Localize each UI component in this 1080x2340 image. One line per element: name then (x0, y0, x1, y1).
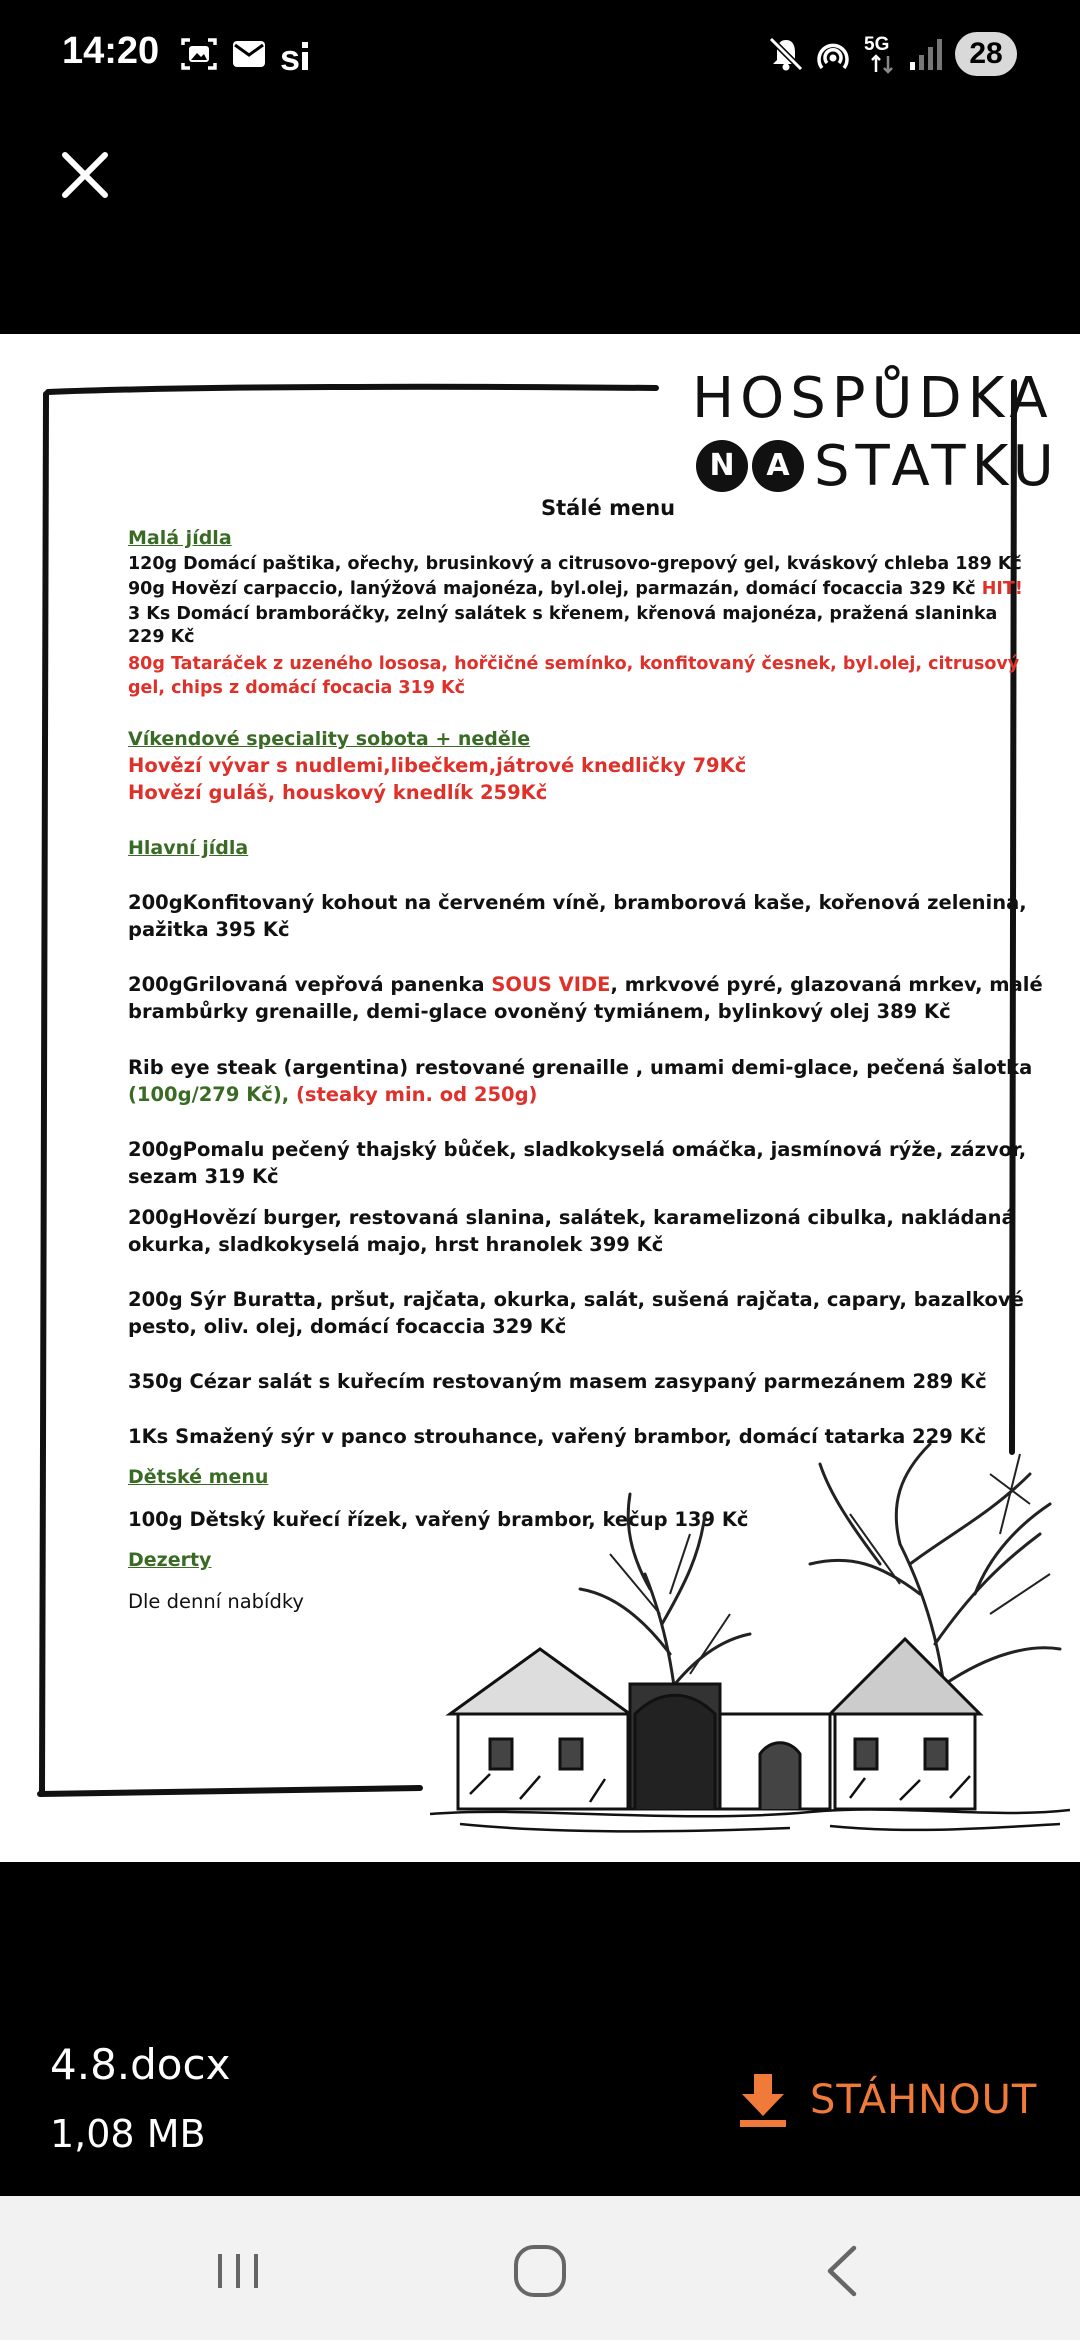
logo-na-badges (696, 440, 806, 494)
menu-item: 1Ks Smažený sýr v panco strouhance, vařený brambor, domácí tatarka 229 Kč (128, 1425, 987, 1448)
menu-item: 200gHovězí burger, restovaná slanina, salátek, karamelizoná cibulka, nakládaná (128, 1206, 1015, 1229)
close-icon[interactable] (55, 145, 115, 205)
section-main: Hlavní jídla (128, 837, 249, 859)
section-small-dishes: Malá jídla (128, 527, 232, 549)
menu-item-continued: (100g/279 Kč), (steaky min. od 250g) (128, 1083, 538, 1106)
document-preview[interactable] (0, 334, 1080, 1862)
navigation-bar (0, 2196, 1080, 2340)
menu-item-continued: pesto, oliv. olej, domácí focaccia 329 Kč (128, 1315, 567, 1338)
mute-icon (768, 36, 804, 72)
section-desserts: Dezerty (128, 1549, 212, 1571)
logo-badge-a: A (752, 440, 804, 492)
menu-item: Hovězí vývar s nudlemi,libečkem,játrové knedličky 79Kč (128, 754, 747, 777)
home-icon[interactable] (500, 2236, 580, 2306)
download-button[interactable] (738, 2060, 1037, 2140)
file-name: 4.8.docx (50, 2040, 231, 2089)
menu-item: 200gGrilovaná vepřová panenka SOUS VIDE, mrkvové pyré, glazovaná mrkev, malé (128, 973, 1043, 996)
menu-title: Stálé menu (541, 496, 676, 520)
menu-item-continued: pažitka 395 Kč (128, 918, 290, 941)
menu-item-continued: brambůrky grenaille, demi-glace ovoněný tymiánem, bylinkový olej 389 Kč (128, 1000, 951, 1023)
mail-icon (232, 40, 266, 68)
logo-badge-n: N (696, 440, 748, 492)
menu-item: 200g Sýr Buratta, pršut, rajčata, okurka, salát, sušená rajčata, capary, bazalkové (128, 1288, 1024, 1311)
menu-item: 200gPomalu pečený thajský bůček, sladkokyselá omáčka, jasmínová rýže, zázvor, (128, 1138, 1027, 1161)
menu-item: Rib eye steak (argentina) restované grenaille , umami demi-glace, pečená šalotka (128, 1056, 1033, 1079)
section-weekend: Víkendové speciality sobota + neděle (128, 728, 531, 750)
menu-item: 3 Ks Domácí bramboráčky, zelný salátek s křenem, křenová majonéza, pražená slaninka (128, 604, 998, 624)
menu-item: 80g Tataráček z uzeného lososa, hořčičné semínko, konfitovaný česnek, byl.olej, citrusový (128, 654, 1020, 674)
gallery-icon (180, 36, 218, 72)
restaurant-logo (688, 366, 1060, 506)
hit-badge: HIT! (981, 579, 1023, 599)
menu-item: Hovězí guláš, houskový knedlík 259Kč (128, 781, 548, 804)
menu-item: 100g Dětský kuřecí řízek, vařený brambor, kečup 139 Kč (128, 1508, 749, 1531)
svg-text:s: s (280, 37, 301, 74)
status-bar (0, 0, 1080, 110)
sous-vide-highlight: SOUS VIDE (491, 973, 611, 996)
menu-item: 120g Domácí paštika, ořechy, brusinkový a citrusovo-grepový gel, kváskový chleba 189 Kč (128, 554, 1022, 574)
menu-item-continued: okurka, sladkokyselá majo, hrst hranolek 399 Kč (128, 1233, 664, 1256)
logo-text-line1: HOSPŮDKA (692, 366, 1054, 431)
5g-icon (862, 32, 902, 76)
recents-icon[interactable] (198, 2236, 278, 2306)
carrier-icon (280, 36, 316, 74)
download-icon (738, 2072, 788, 2128)
download-label: STÁHNOUT (810, 2077, 1038, 2123)
menu-item: Dle denní nabídky (128, 1590, 304, 1613)
back-icon[interactable] (802, 2236, 882, 2306)
svg-text:5G: 5G (864, 34, 890, 55)
section-kids: Dětské menu (128, 1466, 269, 1488)
file-size: 1,08 MB (50, 2112, 206, 2156)
status-time: 14:20 (62, 30, 160, 72)
menu-item: 200gKonfitovaný kohout na červeném víně, bramborová kaše, kořenová zelenina, (128, 891, 1027, 914)
menu-item-continued: sezam 319 Kč (128, 1165, 279, 1188)
hotspot-icon (814, 38, 852, 74)
battery-icon: 28 (955, 32, 1017, 76)
menu-item-continued: gel, chips z domácí focacia 319 Kč (128, 678, 465, 698)
farmhouse-illustration (430, 1414, 1070, 1854)
logo-text-line2: STATKU (814, 434, 1060, 499)
menu-item-continued: 229 Kč (128, 627, 195, 647)
signal-icon (908, 36, 944, 72)
menu-item: 350g Cézar salát s kuřecím restovaným masem zasypaný parmezánem 289 Kč (128, 1370, 987, 1393)
menu-item: 90g Hovězí carpaccio, lanýžová majonéza, byl.olej, parmazán, domácí focaccia 329 Kč HIT! (128, 579, 1023, 599)
